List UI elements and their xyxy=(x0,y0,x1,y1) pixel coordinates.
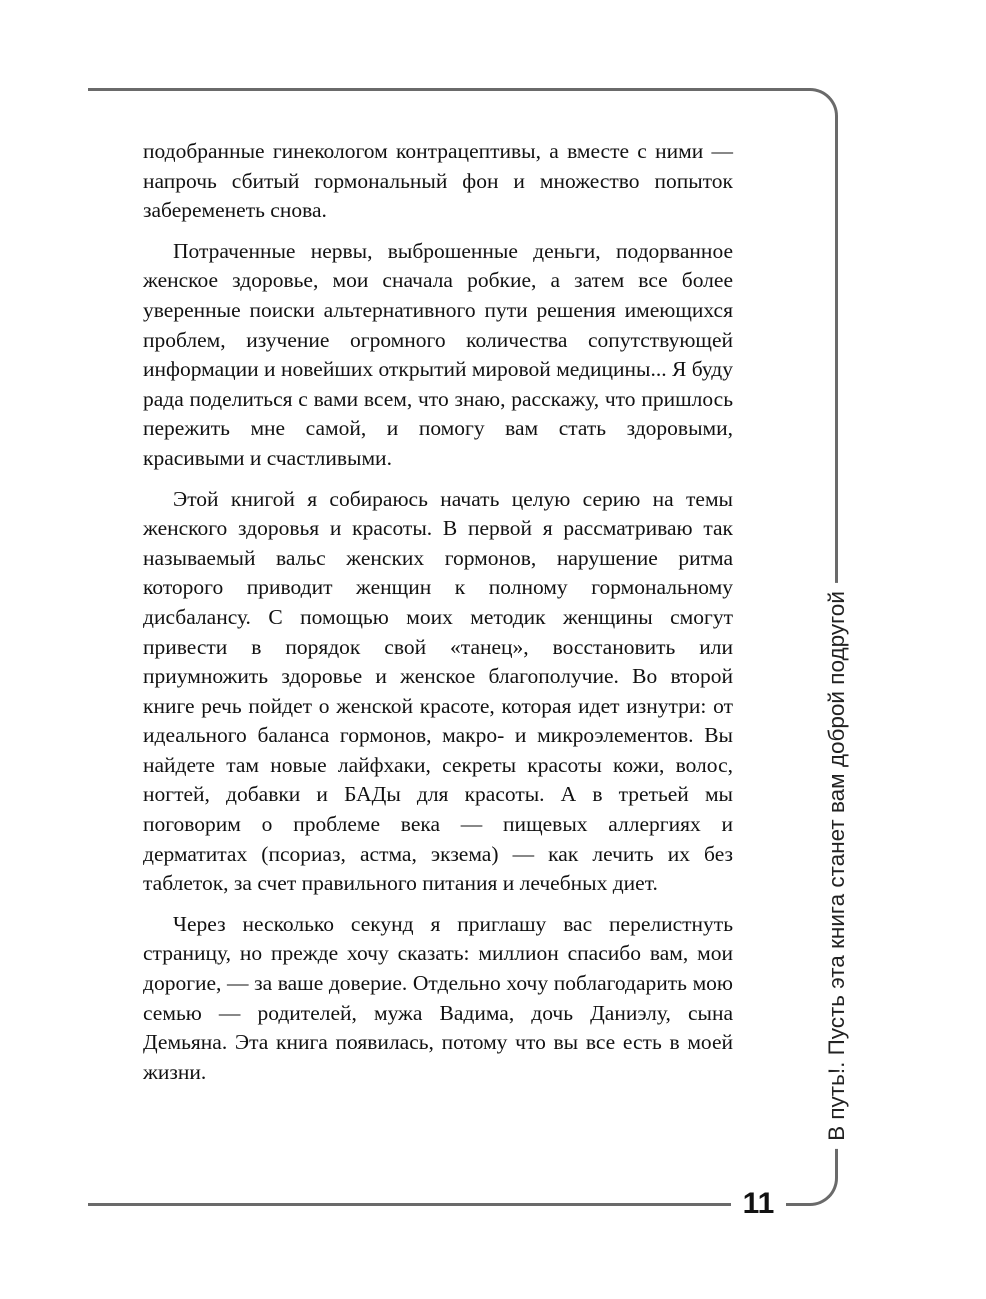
frame-top-right-corner xyxy=(800,88,838,126)
page-number: 11 xyxy=(742,1187,775,1220)
paragraph-4: Через несколько секунд я приглашу вас перелистнуть страницу, но прежде хочу сказать: миллион спасибо вам, мои дорогие, — за ваше доверие. Отдельно хочу поблагодарить мою семью — родителей, мужа Вадима, дочь Даниэлу, сына Демьяна. Эта книга появилась, потому что вы все есть в моей жизни. xyxy=(143,911,733,1084)
frame-right-rule-upper xyxy=(835,124,838,592)
frame-bottom-rule-right xyxy=(786,1203,806,1206)
body-text xyxy=(143,137,733,1098)
running-head-text: В путь!. Пусть эта книга станет вам доброй подругой xyxy=(823,583,851,1149)
paragraph-2: Потраченные нервы, выброшенные деньги, подорванное женское здоровье, мои сначала робкие, а затем все более уверенные поиски альтернативного пути решения имеющихся проблем, изучение огромного количества сопутствующей информации и новейших открытий мировой медицины... Я буду рада поделиться с вами всем, что знаю, расскажу, что пришлось пережить мне самой, и помогу вам стать здоровыми, красивыми и счастливыми. xyxy=(143,238,733,470)
paragraph-1: подобранные гинекологом контрацептивы, а вместе с ними — напрочь сбитый гормональный фон и множество попыток забеременеть снова. xyxy=(143,139,733,223)
frame-bottom-right-corner xyxy=(800,1168,838,1206)
frame-top-rule xyxy=(88,88,810,91)
frame-bottom-rule-left xyxy=(88,1203,731,1206)
paragraph-3: Этой книгой я собираюсь начать целую серию на темы женского здоровья и красоты. В первой я рассматриваю так называемый вальс женских гормонов, нарушение ритма которого приводит женщин к полному гормональному дисбалансу. С помощью моих методик женщины смогут привести в порядок свой «танец», восстановить или приумножить здоровье и женское благополучие. Во второй книге речь пойдет о женской красоте, которая идет изнутри: от идеального баланса гормонов, макро- и микроэлементов. Вы найдете там новые лайфхаки, секреты красоты кожи, волос, ногтей, добавки и БАДы для красоты. А в третьей мы поговорим о проблеме века — пищевых аллергиях и дерматитах (псориаз, астма, экзема) — как лечить их без таблеток, за счет правильного питания и лечебных диет. xyxy=(143,486,733,896)
